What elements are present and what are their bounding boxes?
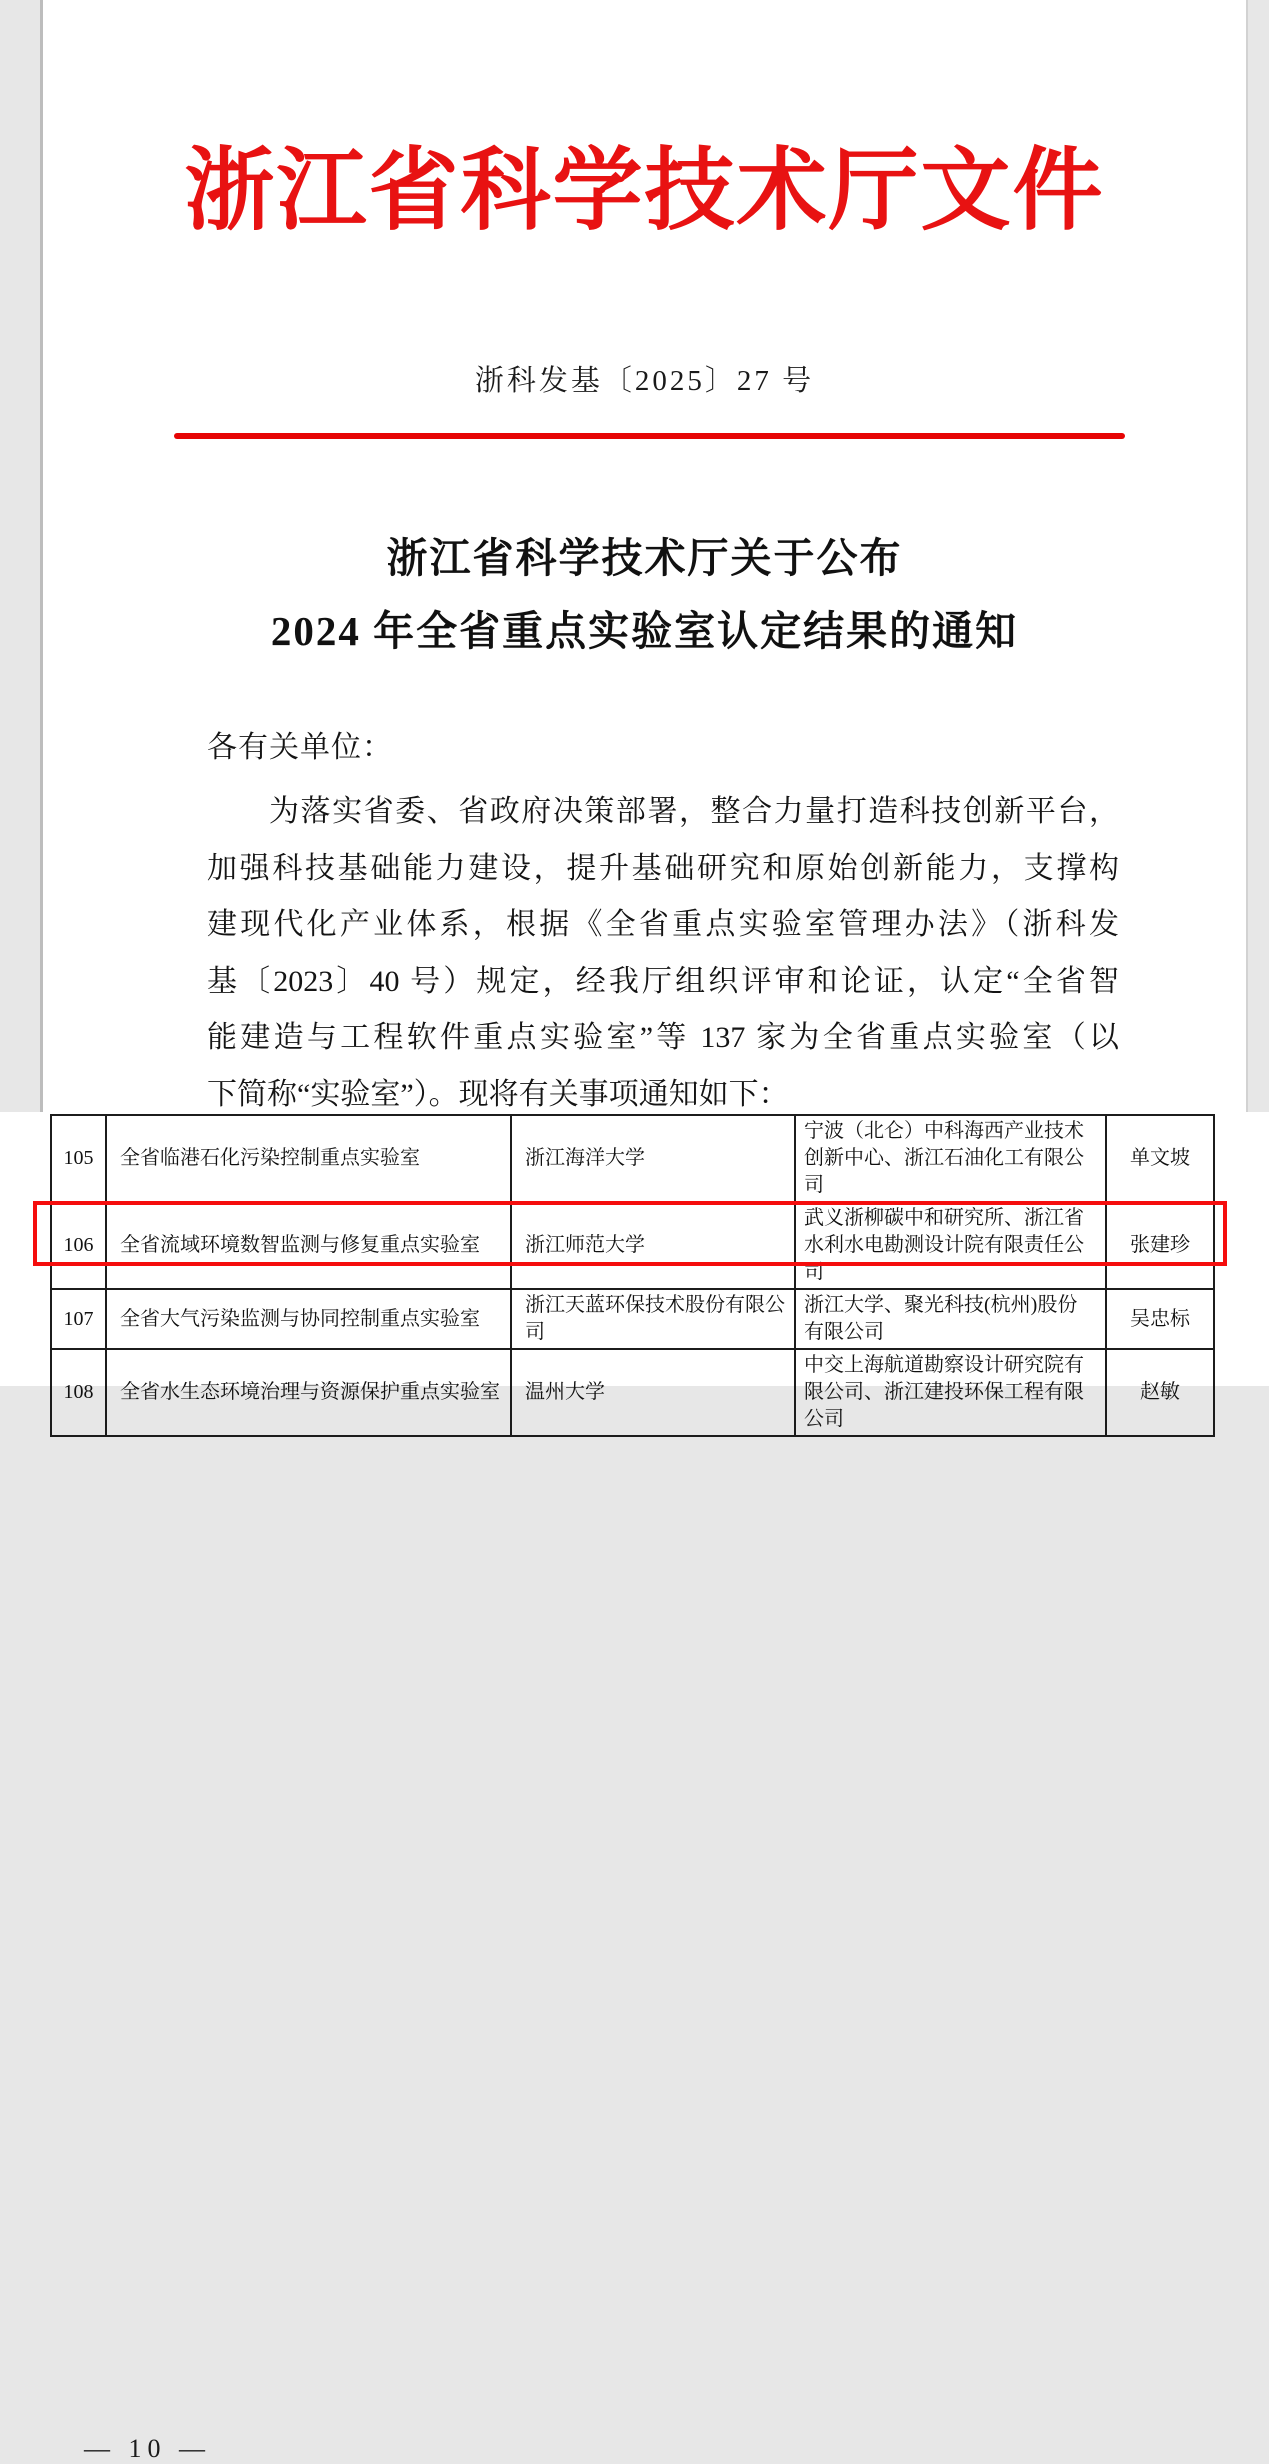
body-line: 建现代化产业体系，根据《全省重点实验室管理办法》（浙科发 xyxy=(207,908,1119,941)
lab-table-section xyxy=(0,1112,1269,2463)
notice-title xyxy=(43,522,1246,668)
notice-title-line2: 2024 年全省重点实验室认定结果的通知 xyxy=(270,608,1019,654)
row-number-cell: 108 xyxy=(51,1349,106,1436)
letterhead-title: 浙江省科学技术厅文件 xyxy=(184,142,1105,241)
notice-title-line1: 浙江省科学技术厅关于公布 xyxy=(386,535,903,581)
table-row xyxy=(51,1202,1214,1289)
partner-org-cell: 中交上海航道勘察设计研究院有限公司、浙江建投环保工程有限公司 xyxy=(795,1349,1106,1436)
partner-org-cell: 浙江大学、聚光科技(杭州)股份有限公司 xyxy=(795,1289,1106,1349)
lab-name-cell: 全省大气污染监测与协同控制重点实验室 xyxy=(106,1289,511,1349)
document-number: 浙科发基〔2025〕27 号 xyxy=(474,365,815,397)
director-cell: 单文坡 xyxy=(1106,1115,1214,1202)
body-line: 基〔2023〕40 号）规定，经我厅组织评审和论证，认定“全省智 xyxy=(207,964,1119,998)
red-divider-rule xyxy=(174,433,1125,439)
table-row xyxy=(51,1115,1214,1202)
partner-org-cell: 宁波（北仑）中科海西产业技术创新中心、浙江石油化工有限公司 xyxy=(795,1115,1106,1202)
document-page xyxy=(40,0,1248,1112)
lab-name-cell: 全省流域环境数智监测与修复重点实验室 xyxy=(106,1202,511,1289)
host-org-cell: 浙江天蓝环保技术股份有限公司 xyxy=(511,1289,795,1349)
host-org-cell: 浙江海洋大学 xyxy=(511,1115,795,1202)
row-number-cell: 105 xyxy=(51,1115,106,1202)
body-line: 为落实省委、省政府决策部署，整合力量打造科技创新平台， xyxy=(269,795,1119,828)
body-line: 加强科技基础能力建设，提升基础研究和原始创新能力，支撑构 xyxy=(207,851,1119,885)
director-cell: 赵敏 xyxy=(1106,1349,1214,1436)
table-row-highlighted xyxy=(51,1289,1214,1349)
body-paragraph xyxy=(207,784,1119,1123)
page-number: — 10 — xyxy=(84,2434,211,2463)
row-number-cell: 106 xyxy=(51,1202,106,1289)
body-line: 能建造与工程软件重点实验室”等 137 家为全省重点实验室（以 xyxy=(207,1021,1119,1054)
table-row xyxy=(51,1349,1214,1436)
lab-name-cell: 全省水生态环境治理与资源保护重点实验室 xyxy=(106,1349,511,1436)
host-org-cell: 温州大学 xyxy=(511,1349,795,1436)
host-org-cell: 浙江师范大学 xyxy=(511,1202,795,1289)
lab-name-cell: 全省临港石化污染控制重点实验室 xyxy=(106,1115,511,1202)
body-line: 下简称“实验室”）。现将有关事项通知如下： xyxy=(207,1077,789,1111)
row-number-cell: 107 xyxy=(51,1289,106,1349)
director-cell: 张建珍 xyxy=(1106,1202,1214,1289)
lab-registry-table xyxy=(50,1114,1215,1437)
partner-org-cell: 武义浙柳碳中和研究所、浙江省水利水电勘测设计院有限责任公司 xyxy=(795,1202,1106,1289)
salutation: 各有关单位： xyxy=(207,731,393,764)
director-cell: 吴忠标 xyxy=(1106,1289,1214,1349)
